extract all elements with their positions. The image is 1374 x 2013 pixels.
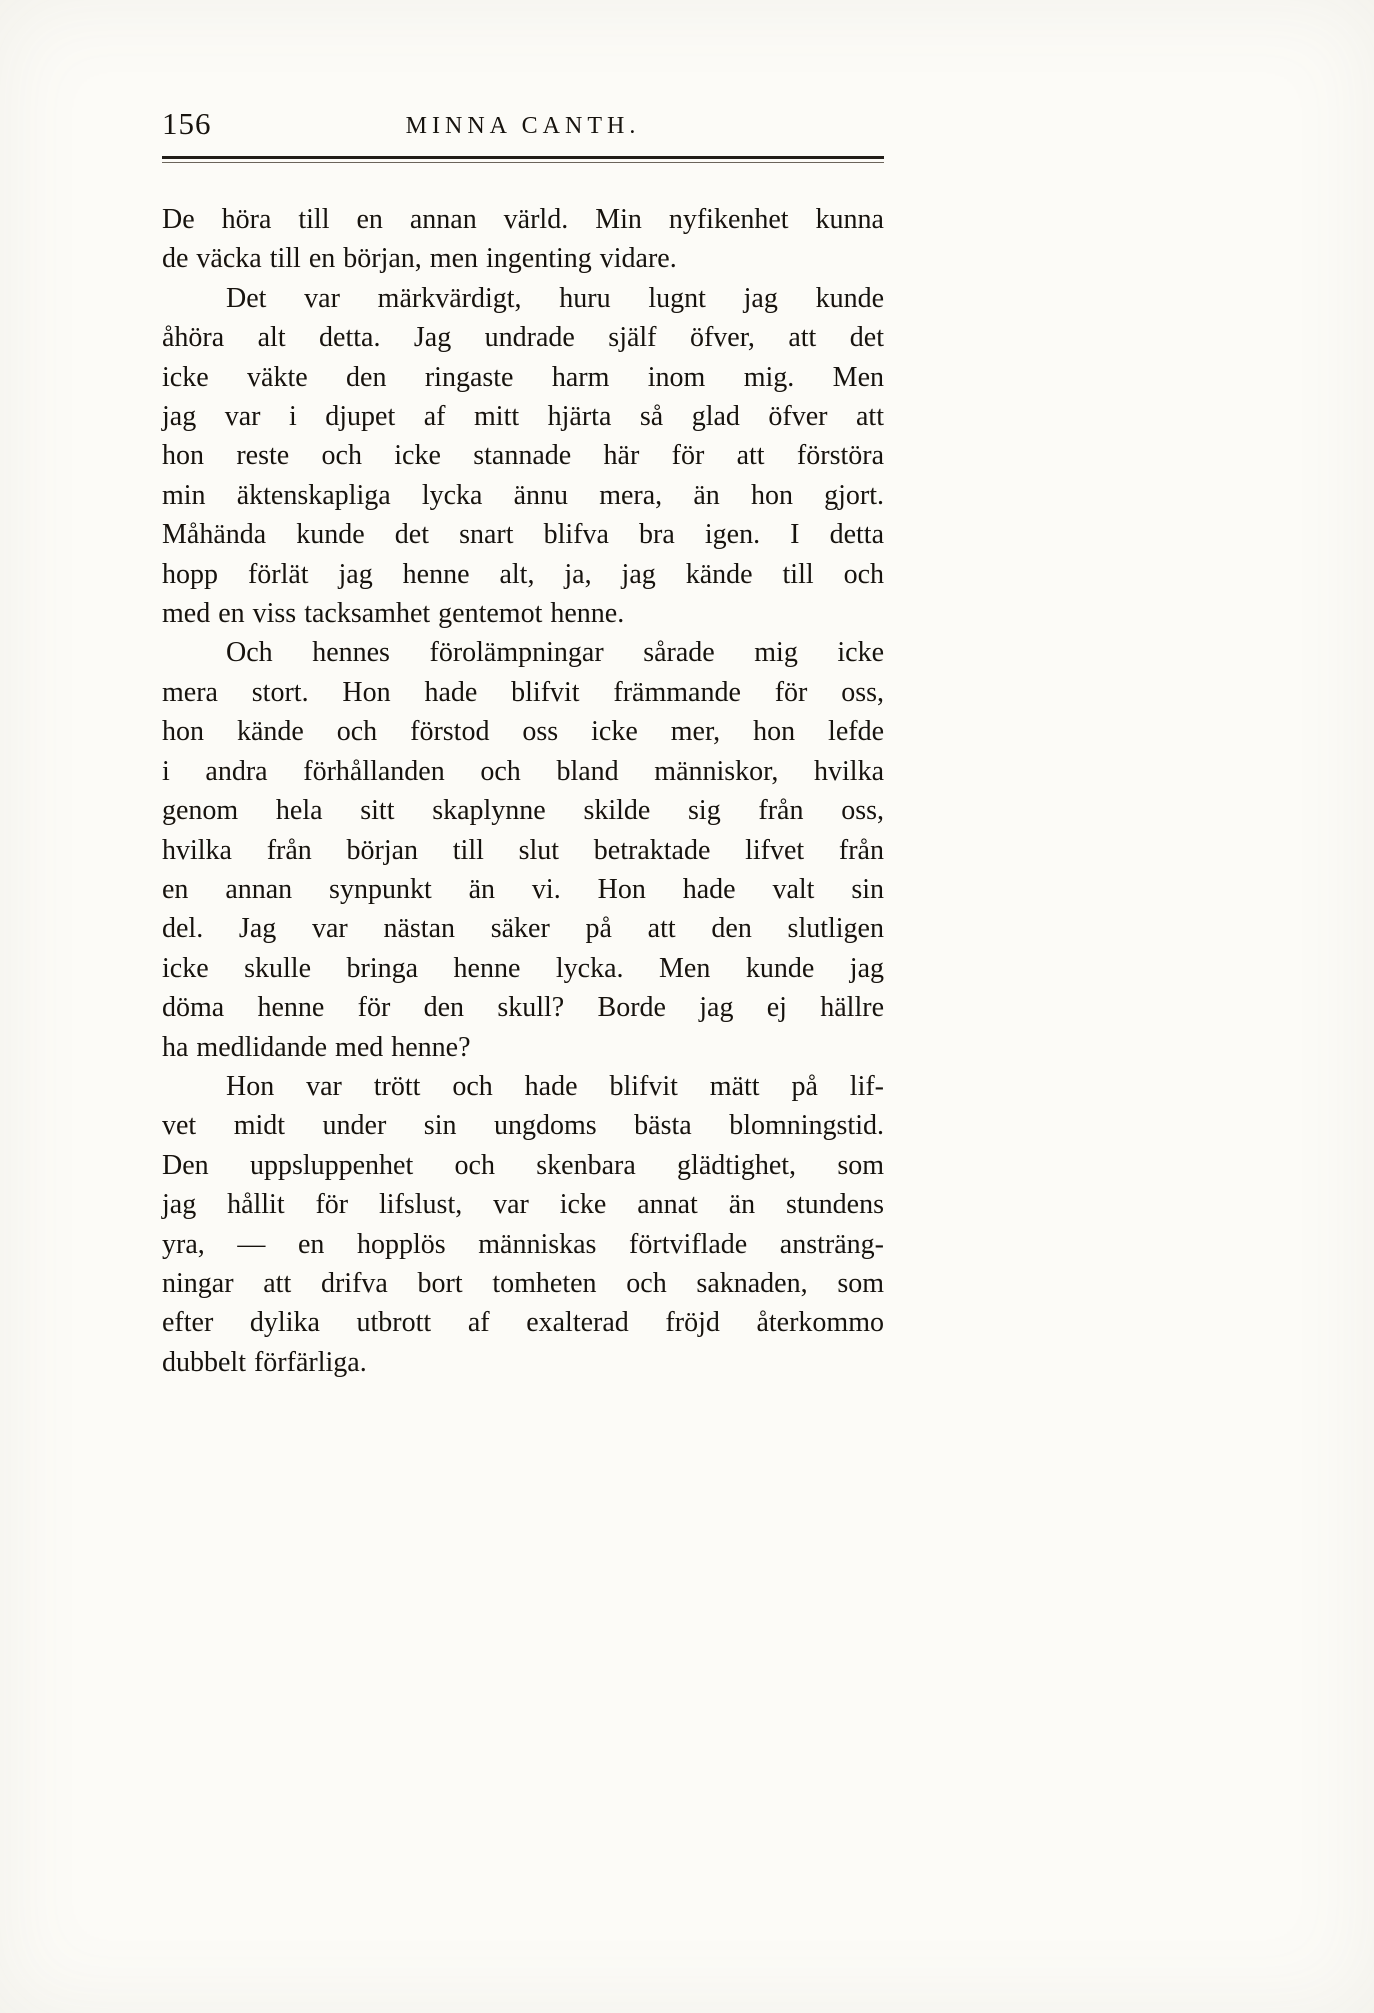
header-rule-main bbox=[162, 156, 884, 159]
text-line: genom hela sitt skaplynne skilde sig från oss, bbox=[162, 795, 884, 827]
text-line: Hon var trött och hade blifvit mätt på lif- bbox=[226, 1070, 884, 1102]
text-line: jag var i djupet af mitt hjärta så glad öfver att bbox=[162, 401, 884, 433]
text-line: yra, — en hopplös människas förtviflade ansträng- bbox=[162, 1228, 884, 1260]
text-line: Och hennes förolämpningar sårade mig icke bbox=[226, 637, 884, 669]
header-rule bbox=[162, 156, 884, 163]
text-line: åhöra alt detta. Jag undrade själf öfver, att det bbox=[162, 322, 884, 354]
body-text bbox=[162, 200, 884, 1382]
text-line: en annan synpunkt än vi. Hon hade valt sin bbox=[162, 873, 884, 905]
page-number: 156 bbox=[162, 106, 212, 141]
text-line: efter dylika utbrott af exalterad fröjd återkommo bbox=[162, 1307, 884, 1339]
text-line: med en viss tacksamhet gentemot henne. bbox=[162, 598, 625, 630]
text-line: hon reste och icke stannade här för att förstöra bbox=[162, 440, 884, 472]
text-line: de väcka till en början, men ingenting vidare. bbox=[162, 243, 677, 275]
paragraph bbox=[162, 200, 884, 279]
text-line: ha medlidande med henne? bbox=[162, 1031, 471, 1063]
text-line: hon kände och förstod oss icke mer, hon lefde bbox=[162, 716, 884, 748]
text-line: ningar att drifva bort tomheten och saknaden, som bbox=[162, 1267, 884, 1299]
paragraph bbox=[162, 279, 884, 634]
text-block bbox=[162, 102, 884, 1382]
text-line: min äktenskapliga lycka ännu mera, än hon gjort. bbox=[162, 479, 884, 511]
text-line: jag hållit för lifslust, var icke annat än stundens bbox=[162, 1189, 884, 1221]
text-line: mera stort. Hon hade blifvit främmande för oss, bbox=[162, 676, 884, 708]
text-line: Det var märkvärdigt, huru lugnt jag kunde bbox=[226, 282, 884, 314]
text-line: icke skulle bringa henne lycka. Men kunde jag bbox=[162, 952, 884, 984]
text-line: dubbelt förfärliga. bbox=[162, 1346, 367, 1378]
text-line: Den uppsluppenhet och skenbara glädtighet, som bbox=[162, 1149, 884, 1181]
text-line: hvilka från början till slut betraktade lifvet från bbox=[162, 834, 884, 866]
text-line: Måhända kunde det snart blifva bra igen. I detta bbox=[162, 519, 884, 551]
paragraph bbox=[162, 633, 884, 1066]
text-line: vet midt under sin ungdoms bästa blomningstid. bbox=[162, 1110, 884, 1142]
header-rule-sub bbox=[162, 162, 884, 163]
running-header-title: MINNA CANTH. bbox=[405, 113, 641, 139]
paragraph bbox=[162, 1067, 884, 1382]
text-line: i andra förhållanden och bland människor, hvilka bbox=[162, 755, 884, 787]
text-line: döma henne för den skull? Borde jag ej hällre bbox=[162, 992, 884, 1024]
text-line: icke väkte den ringaste harm inom mig. Men bbox=[162, 361, 884, 393]
running-header bbox=[162, 102, 884, 142]
text-line: hopp förlät jag henne alt, ja, jag kände till och bbox=[162, 558, 884, 590]
text-line: del. Jag var nästan säker på att den slutligen bbox=[162, 913, 884, 945]
text-line: De höra till en annan värld. Min nyfikenhet kunna bbox=[162, 204, 884, 235]
